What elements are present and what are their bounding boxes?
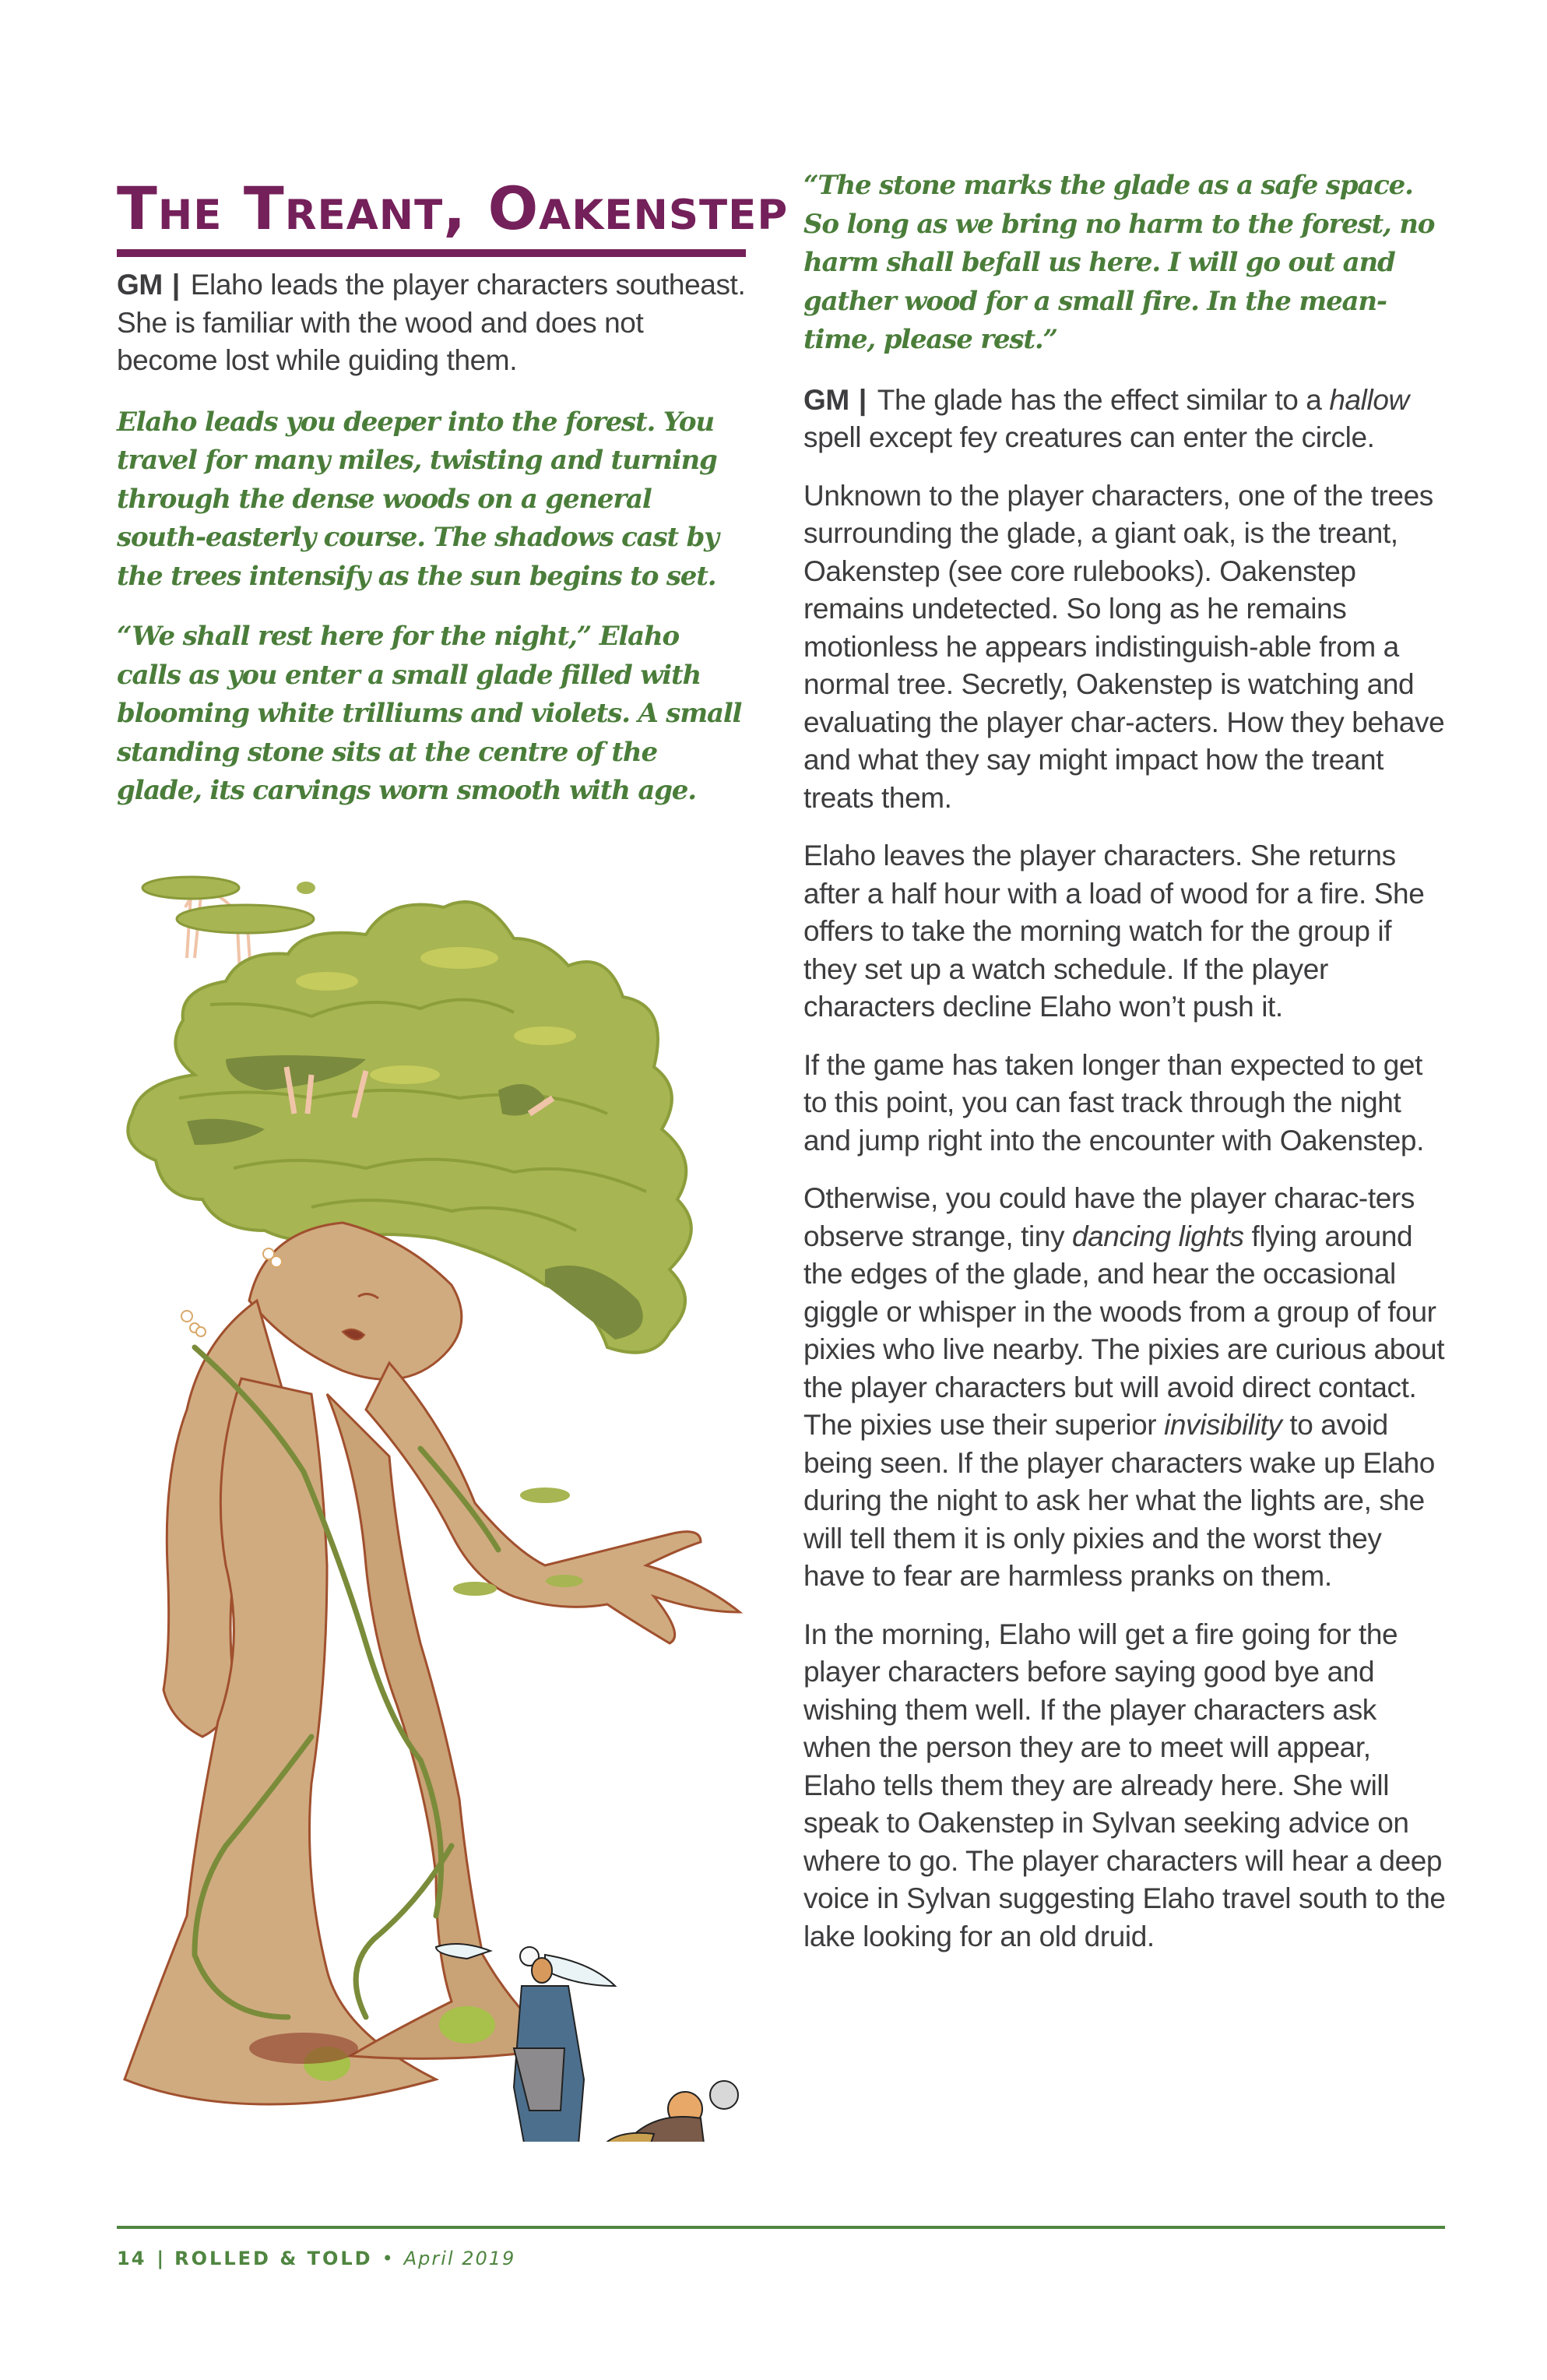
gm-note-text: The glade has the effect similar to a [877, 383, 1330, 416]
spell-name-invisibility: invisibility [1164, 1409, 1282, 1441]
gm-intro-text: Elaho leads the player characters southeast. She is familiar with the wood and does not become lost while guiding them. [117, 269, 746, 376]
gm-note-text-after: spell except fey creatures can enter the circle. [803, 421, 1375, 453]
paragraph-fast-track: If the game has taken longer than expected to get to this point, you can fast track through the night and jump right into the encounter with Oakenstep. [803, 1048, 1424, 1157]
gm-separator: | [171, 269, 180, 301]
read-aloud-paragraph: “The stone marks the glade as a safe space. So long as we bring no harm to the forest, no harm shall befall us here. I will go out and gather wood for a small fire. In the mean-time, please rest.” [803, 170, 1435, 355]
treant-illustration [109, 864, 779, 2142]
paragraph-morning: In the morning, Elaho will get a fire going for the player characters before saying good bye and wishing them well. If the player characters ask when the person they are to meet will appear, Elaho tells them they are already here. She will speak to Oakenstep in Sylvan seeking advice on where to go. The player characters will hear a deep voice in Sylvan suggesting Elaho travel south to the lake looking for an old druid. [803, 1618, 1446, 1952]
gm-tag: GM [803, 383, 849, 416]
dwarf-figure [607, 2081, 738, 2142]
magazine-name: ROLLED & TOLD [174, 2248, 373, 2269]
bullet-icon: • [381, 2248, 395, 2269]
footer-rule [117, 2226, 1445, 2229]
treant-head [249, 1223, 462, 1379]
spell-name-hallow: hallow [1329, 383, 1409, 416]
pixies-text-3: to avoid being seen. If the player characters wake up Elaho during the night to ask her what the lights are, she will tell them it is only pixies and the worst they have to fear are harmless pranks on them. [803, 1409, 1435, 1592]
gm-note-paragraph [803, 382, 1450, 457]
read-aloud-paragraph: “We shall rest here for the night,” Elaho calls as you enter a small glade filled with blooming white trilliums and violets. A small standing stone sits at the centre of the glade, its carvings worn smooth with age. [117, 621, 742, 806]
title-underline [117, 249, 746, 257]
page-footer [117, 2243, 515, 2274]
pixies-text-1: Otherwise, you could have the player charac-ters observe strange, tiny [803, 1182, 1415, 1252]
treant-right-arm [366, 1363, 740, 1643]
paragraph-elaho-leaves: Elaho leaves the player characters. She returns after a half hour with a load of wood for a fire. She offers to take the morning watch for the group if they set up a watch schedule. If the player characters decline Elaho won’t push it. [803, 840, 1425, 1023]
paragraph-unknown: Unknown to the player characters, one of the trees surrounding the glade, a giant oak, is the treant, Oakenstep (see core rulebooks). Oakenstep remains undetected. So long as he remains motionless he appears indistinguish-able from a normal tree. Secretly, Oakenstep is watching and evaluating the player char-acters. How they behave and what they say might impact how the treant treats them. [803, 479, 1445, 814]
gm-separator: | [858, 383, 867, 416]
paragraph-pixies [803, 1180, 1450, 1596]
gm-tag: GM [117, 269, 163, 301]
pixies-text-2: flying around the edges of the glade, and hear the occasional giggle or whisper in the woods from a group of four pixies who live nearby. The pixies are curious about the player characters but will avoid direct contact. The pixies use their superior [803, 1220, 1445, 1441]
read-aloud-paragraph: Elaho leads you deeper into the forest. You travel for many miles, twisting and turning through the dense woods on a general south-easterly course. The shadows cast by the trees intensify as the sun begins to set. [117, 406, 719, 592]
gm-intro-paragraph [117, 266, 747, 380]
right-column [803, 167, 1450, 1976]
page-title: The Treant, Oakenstep [117, 174, 789, 243]
issue-date: April 2019 [403, 2248, 516, 2269]
footer-separator: | [156, 2248, 166, 2269]
page-number: 14 [117, 2248, 146, 2269]
spell-name-dancing-lights: dancing lights [1071, 1220, 1244, 1252]
left-column [117, 266, 747, 833]
